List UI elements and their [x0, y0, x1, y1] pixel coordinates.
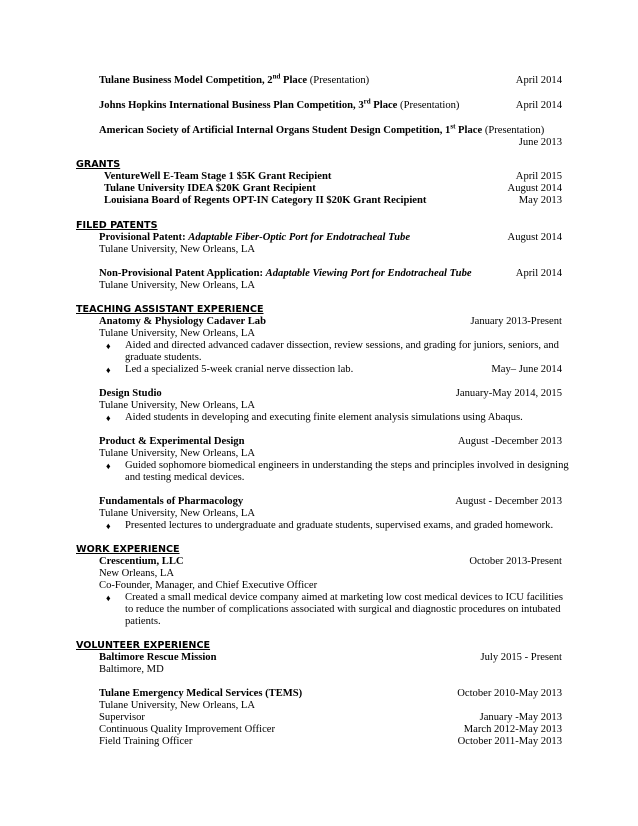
vol-2-role-1-date: January -May 2013 [479, 712, 562, 723]
bullet-icon: ♦ [106, 413, 111, 423]
grant-2-date: August 2014 [507, 183, 562, 194]
vol-2-location: Tulane University, New Orleans, LA [99, 700, 256, 711]
work-bullet-line-2: to reduce the number of complications associated with surgical and diagnostic procedures on intubated [125, 604, 561, 615]
vol-2-role-1: Supervisor [99, 712, 145, 723]
patent-1-org: Tulane University, New Orleans, LA [99, 244, 256, 255]
ta-3-bullet-1-line-2: and testing medical devices. [125, 472, 245, 483]
award-2: Johns Hopkins International Business Plan Competition, 3rd Place (Presentation) [99, 97, 460, 111]
award-3-date: June 2013 [518, 137, 562, 148]
bullet-icon: ♦ [106, 593, 111, 603]
patents-heading: FILED PATENTS [76, 220, 158, 231]
ta-1-date: January 2013-Present [470, 316, 562, 327]
vol-1-title: Baltimore Rescue Mission [99, 652, 217, 663]
bullet-icon: ♦ [106, 341, 111, 351]
ta-4-bullet-1: Presented lectures to undergraduate and graduate students, supervised exams, and graded homework. [125, 520, 554, 531]
ta-1-bullet-2: Led a specialized 5-week cranial nerve dissection lab. [125, 364, 354, 375]
bullet-icon: ♦ [106, 365, 111, 375]
patent-1-date: August 2014 [507, 232, 562, 243]
grants-heading: GRANTS [76, 159, 121, 170]
ta-1-bullet-1-line-1: Aided and directed advanced cadaver dissection, review sessions, and grading for juniors, seniors, and [125, 340, 559, 351]
work-date: October 2013-Present [469, 556, 562, 567]
ta-3-date: August -December 2013 [457, 436, 562, 447]
ta-1-org: Tulane University, New Orleans, LA [99, 328, 256, 339]
ta-1-title: Anatomy & Physiology Cadaver Lab [99, 316, 266, 327]
ta-3-org: Tulane University, New Orleans, LA [99, 448, 256, 459]
ta-4-title: Fundamentals of Pharmacology [99, 496, 244, 507]
grant-1: VentureWell E-Team Stage 1 $5K Grant Recipient [104, 171, 332, 182]
ta-1-bullet-1-line-2: graduate students. [125, 352, 202, 363]
award-1-date: April 2014 [515, 75, 562, 86]
work-bullet-line-3: patients. [125, 616, 161, 627]
ta-3-title: Product & Experimental Design [99, 436, 245, 447]
award-3: American Society of Artificial Internal Organs Student Design Competition, 1st Place (Presentation) [99, 122, 545, 136]
grant-2: Tulane University IDEA $20K Grant Recipient [104, 183, 316, 194]
patent-2-title: Non-Provisional Patent Application: Adaptable Viewing Port for Endotracheal Tube [99, 268, 472, 279]
vol-2-date: October 2010-May 2013 [457, 688, 562, 699]
grant-1-date: April 2015 [515, 171, 562, 182]
grant-3: Louisiana Board of Regents OPT-IN Category II $20K Grant Recipient [104, 195, 427, 206]
vol-1-location: Baltimore, MD [99, 664, 164, 675]
vol-2-role-2: Continuous Quality Improvement Officer [99, 724, 276, 735]
patent-1-title: Provisional Patent: Adaptable Fiber-Optic Port for Endotracheal Tube [99, 232, 411, 243]
ta-2-date: January-May 2014, 2015 [455, 388, 562, 399]
work-location: New Orleans, LA [99, 568, 175, 579]
ta-4-date: August - December 2013 [455, 496, 562, 507]
grant-3-date: May 2013 [518, 195, 562, 206]
work-heading: WORK EXPERIENCE [76, 544, 180, 555]
work-bullet-line-1: Created a small medical device company aimed at marketing low cost medical devices to ICU facilities [125, 592, 564, 603]
vol-2-role-3-date: October 2011-May 2013 [457, 736, 562, 747]
ta-4-org: Tulane University, New Orleans, LA [99, 508, 256, 519]
patent-2-org: Tulane University, New Orleans, LA [99, 280, 256, 291]
vol-2-title: Tulane Emergency Medical Services (TEMS) [99, 688, 303, 699]
vol-2-role-2-date: March 2012-May 2013 [463, 724, 562, 735]
volunteer-heading: VOLUNTEER EXPERIENCE [76, 640, 211, 651]
award-2-date: April 2014 [515, 100, 562, 111]
vol-2-role-3: Field Training Officer [99, 736, 193, 747]
ta-3-bullet-1-line-1: Guided sophomore biomedical engineers in understanding the steps and principles involved in designing [125, 460, 569, 471]
work-company: Crescentium, LLC [99, 556, 184, 567]
patent-2-date: April 2014 [515, 268, 562, 279]
award-1: Tulane Business Model Competition, 2nd Place (Presentation) [99, 72, 370, 86]
bullet-icon: ♦ [106, 461, 111, 471]
teaching-heading: TEACHING ASSISTANT EXPERIENCE [76, 304, 264, 315]
vol-1-date: July 2015 - Present [480, 652, 562, 663]
bullet-icon: ♦ [106, 521, 111, 531]
work-role: Co-Founder, Manager, and Chief Executive Officer [99, 580, 318, 591]
ta-2-title: Design Studio [99, 388, 162, 399]
ta-2-org: Tulane University, New Orleans, LA [99, 400, 256, 411]
ta-2-bullet-1: Aided students in developing and executing finite element analysis simulations using Abaqus. [125, 412, 523, 423]
ta-1-bullet-2-date: May– June 2014 [491, 364, 562, 375]
